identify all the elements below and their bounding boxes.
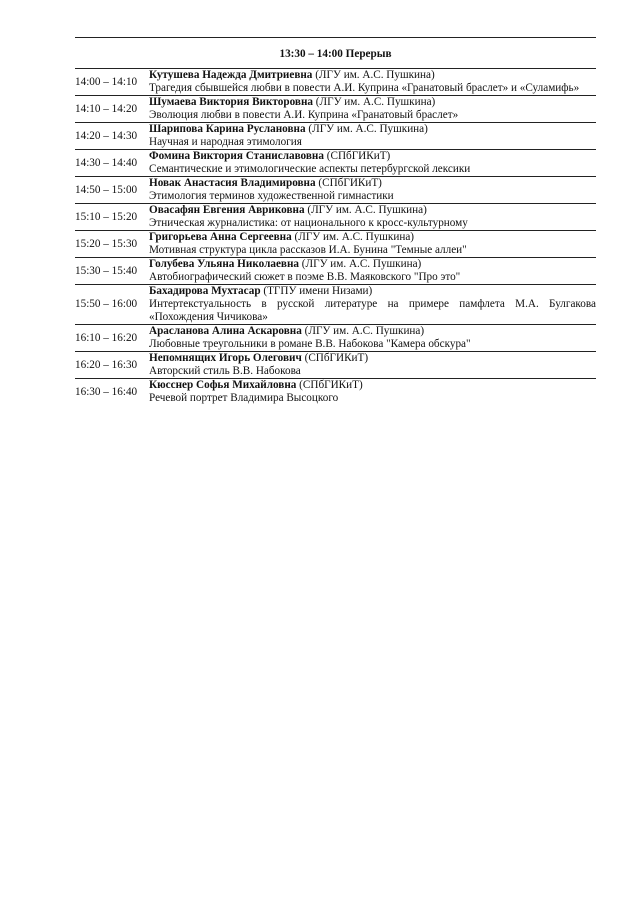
session-time: 14:00 – 14:10 [75,75,138,88]
schedule-row [75,325,596,352]
speaker-line [149,352,596,365]
session-content [149,258,596,284]
speaker-affiliation: (ЛГУ им. А.С. Пушкина) [305,123,428,135]
session-content [149,352,596,378]
speaker-line [149,123,596,136]
session-content [149,150,596,176]
speaker-name: Овасафян Евгения Авриковна [149,204,305,216]
session-content [149,123,596,149]
talk-title: Трагедия сбывшейся любви в повести А.И. Куприна «Гранатовый браслет» и «Суламифь» [149,82,580,94]
schedule-row [75,231,596,258]
session-time: 15:20 – 15:30 [75,237,138,250]
talk-title: Интертекстуальность в русской литературе на примере памфлета М.А. Булгакова «Похождения Чичикова» [149,298,596,323]
schedule-row [75,352,596,379]
session-content [149,379,596,405]
talk-title: Мотивная структура цикла рассказов И.А. Бунина "Темные аллеи" [149,244,467,256]
speaker-line [149,231,596,244]
schedule-row [75,123,596,150]
schedule-row [75,285,596,325]
session-content [149,69,596,95]
session-time: 14:30 – 14:40 [75,156,138,169]
schedule-row [75,177,596,204]
speaker-affiliation: (СПбГИКиТ) [323,150,391,162]
talk-title: Авторский стиль В.В. Набокова [149,365,301,377]
talk-title: Эволюция любви в повести А.И. Куприна «Гранатовый браслет» [149,109,459,121]
session-content [149,204,596,230]
speaker-affiliation: (СПбГИКиТ) [315,177,382,189]
talk-title: Научная и народная этимология [149,136,302,148]
speaker-line [149,379,596,392]
break-heading: 13:30 – 14:00 Перерыв [75,38,596,69]
schedule-row [75,204,596,231]
speaker-affiliation: (СПбГИКиТ) [301,352,369,364]
speaker-affiliation: (ЛГУ им. А.С. Пушкина) [312,69,435,81]
session-time: 14:10 – 14:20 [75,102,138,115]
speaker-affiliation: (СПбГИКиТ) [296,379,363,391]
talk-title: Семантические и этимологические аспекты петербургской лексики [149,163,471,175]
speaker-line [149,69,596,82]
speaker-affiliation: (ЛГУ им. А.С. Пушкина) [301,325,425,337]
speaker-name: Непомнящих Игорь Олегович [149,352,302,364]
speaker-name: Новак Анастасия Владимировна [149,177,316,189]
speaker-affiliation: (ТГПУ имени Низами) [260,285,373,297]
speaker-line [149,204,596,217]
speaker-name: Бахадирова Мухтасар [149,285,261,297]
speaker-affiliation: (ЛГУ им. А.С. Пушкина) [291,231,415,243]
speaker-name: Григорьева Анна Сергеевна [149,231,292,243]
schedule-row [75,258,596,285]
speaker-line [149,177,596,190]
speaker-line [149,258,596,271]
session-time: 15:10 – 15:20 [75,210,138,223]
speaker-name: Кюсснер Софья Михайловна [149,379,297,391]
session-content [149,231,596,257]
speaker-affiliation: (ЛГУ им. А.С. Пушкина) [299,258,422,270]
schedule-row [75,96,596,123]
talk-title: Речевой портрет Владимира Высоцкого [149,392,339,404]
session-content [149,96,596,122]
session-time: 16:10 – 16:20 [75,331,138,344]
schedule-row [75,379,596,405]
speaker-name: Кутушева Надежда Дмитриевна [149,69,313,81]
talk-title: Любовные треугольники в романе В.В. Набокова "Камера обскура" [149,338,471,350]
session-time: 14:50 – 15:00 [75,183,138,196]
speaker-affiliation: (ЛГУ им. А.С. Пушкина) [304,204,427,216]
speaker-name: Шарипова Карина Руслановна [149,123,306,135]
speaker-name: Шумаева Виктория Викторовна [149,96,313,108]
schedule-row [75,69,596,96]
session-time: 16:20 – 16:30 [75,358,138,371]
program-page [75,37,596,405]
speaker-line [149,325,596,338]
talk-title: Этимология терминов художественной гимнастики [149,190,394,202]
session-content [149,285,596,324]
schedule-table [75,69,596,405]
session-time: 15:30 – 15:40 [75,264,138,277]
talk-title: Автобиографический сюжет в поэме В.В. Маяковского "Про это" [149,271,461,283]
talk-title: Этническая журналистика: от национального к кросс-культурному [149,217,468,229]
session-time: 14:20 – 14:30 [75,129,138,142]
speaker-name: Фомина Виктория Станиславовна [149,150,324,162]
schedule-row [75,150,596,177]
session-content [149,325,596,351]
session-time: 15:50 – 16:00 [75,298,138,310]
speaker-line [149,96,596,109]
speaker-line [149,285,596,298]
session-time: 16:30 – 16:40 [75,385,138,398]
speaker-affiliation: (ЛГУ им. А.С. Пушкина) [313,96,436,108]
session-content [149,177,596,203]
speaker-name: Голубева Ульяна Николаевна [149,258,299,270]
speaker-line [149,150,596,163]
speaker-name: Арасланова Алина Аскаровна [149,325,302,337]
